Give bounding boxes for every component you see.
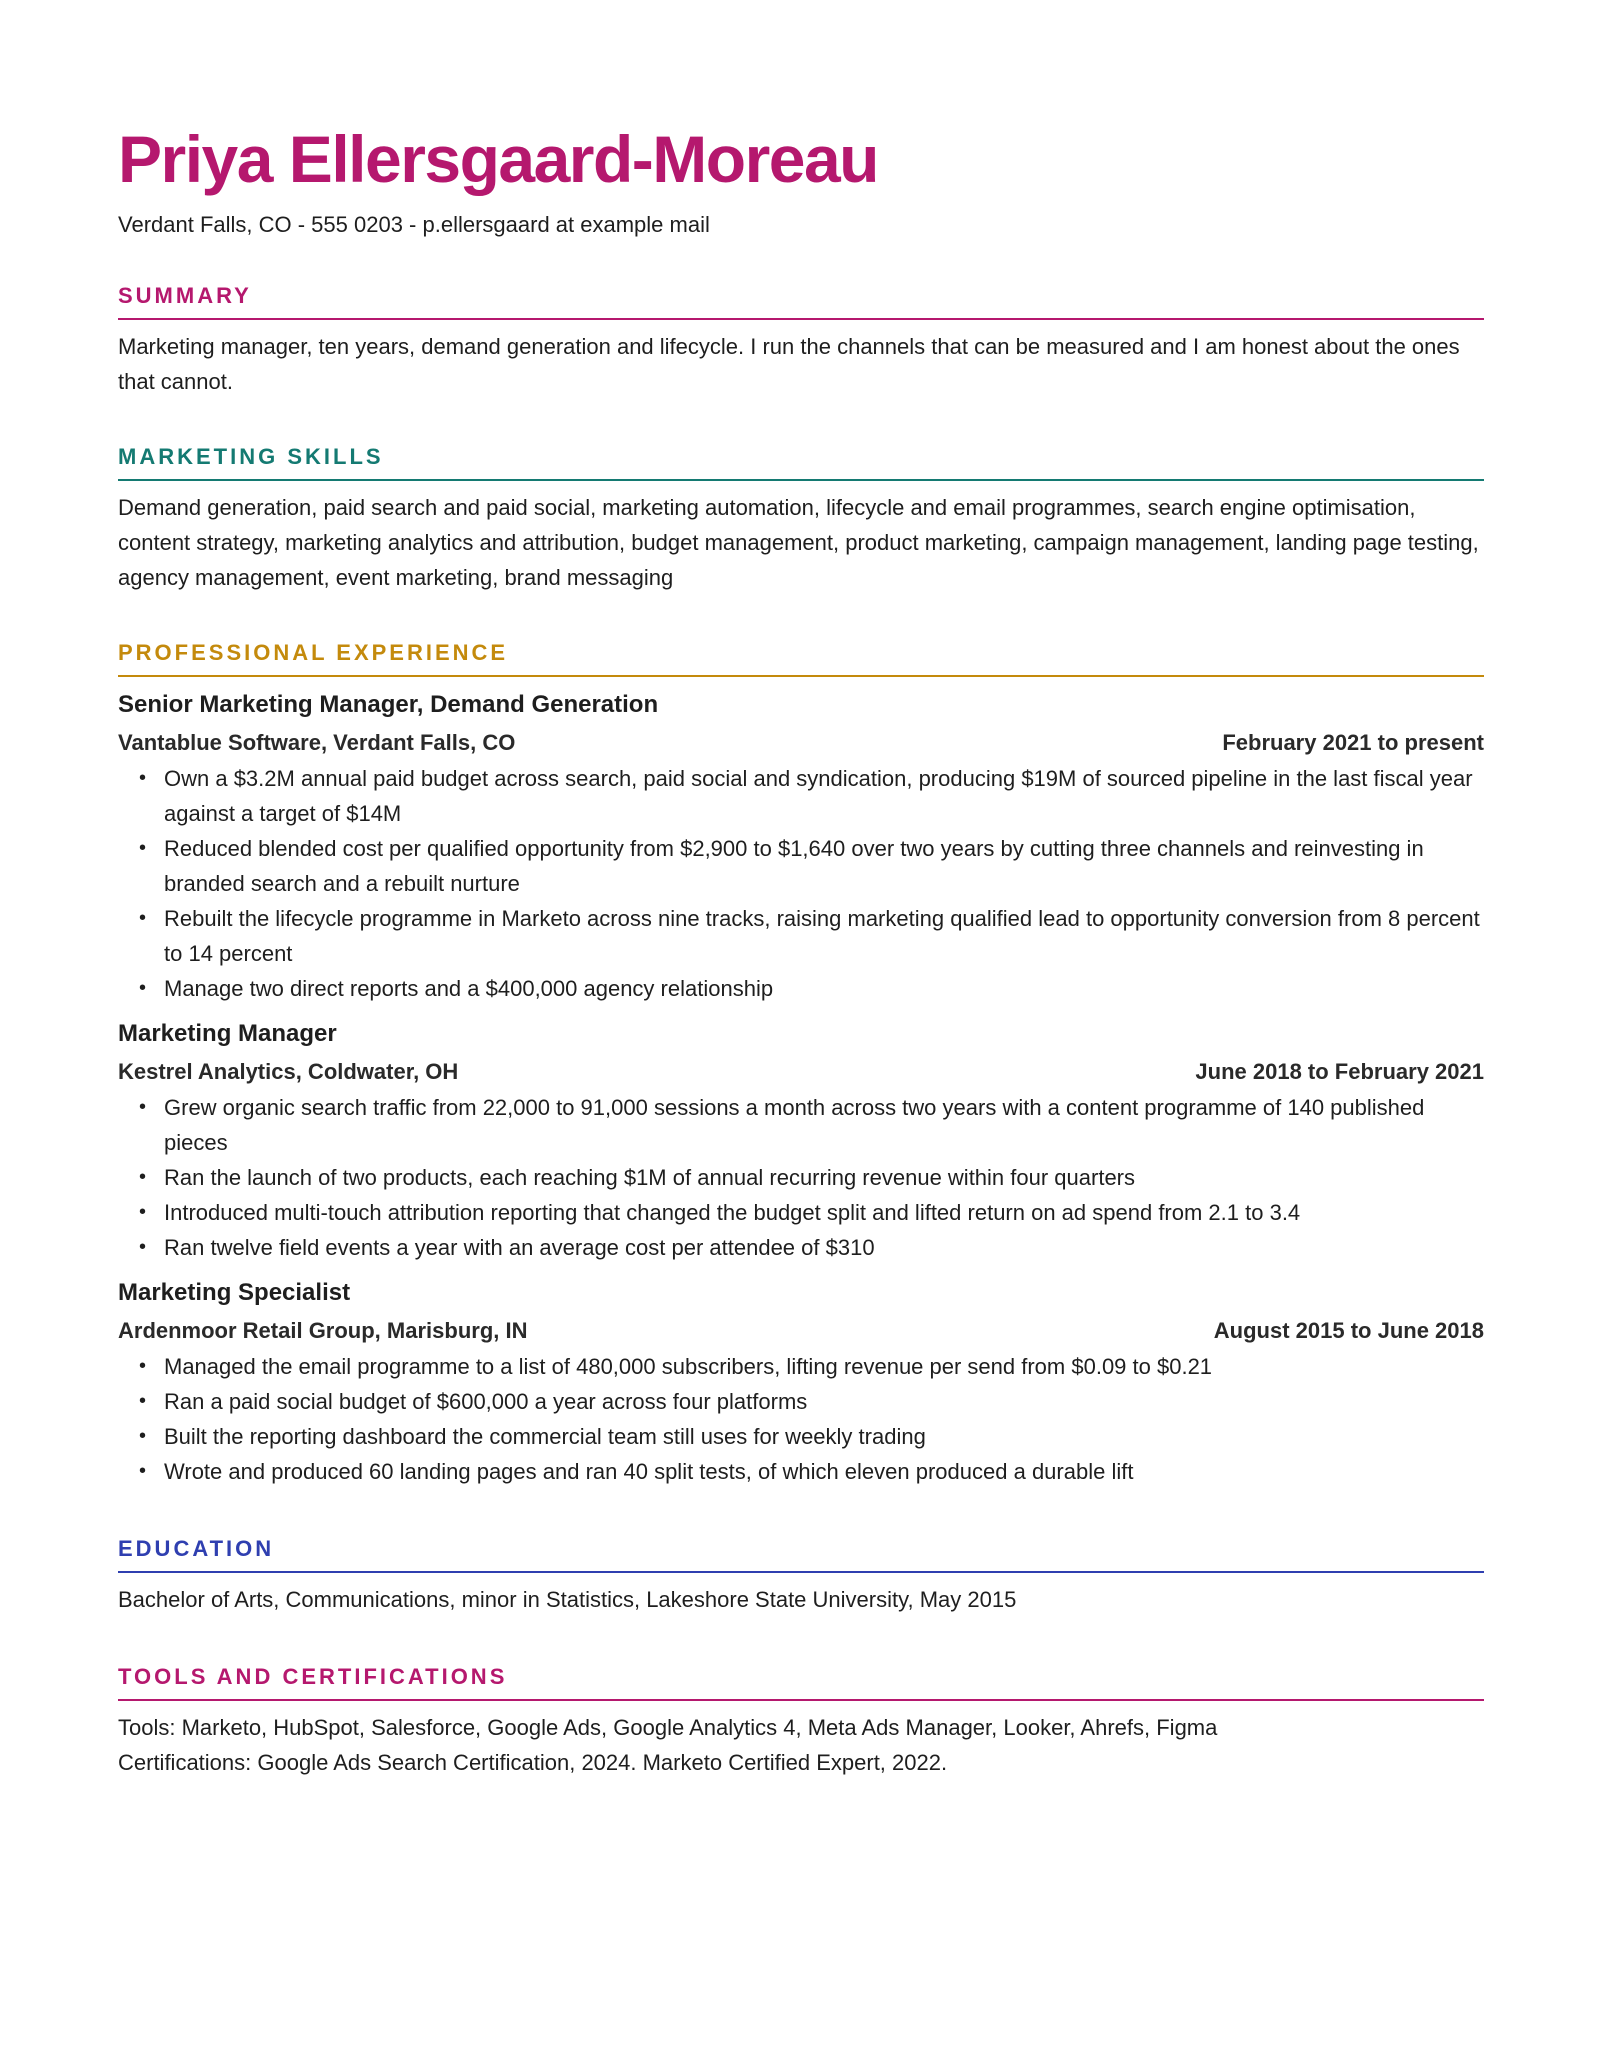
job-dates: August 2015 to June 2018 [1213,1318,1484,1343]
bullet-icon: • [139,767,147,789]
bullet-icon: • [139,1355,147,1377]
job-company: Ardenmoor Retail Group, Marisburg, IN [118,1318,528,1343]
bullet-icon: • [139,1201,147,1223]
job-company: Vantablue Software, Verdant Falls, CO [118,730,516,755]
job-meta [118,1056,1484,1088]
job-dates: June 2018 to February 2021 [1195,1059,1484,1084]
job-entry [118,689,1484,1006]
bullet-text: Ran twelve field events a year with an average cost per attendee of $310 [164,1235,875,1260]
bullet-text: Manage two direct reports and a $400,000 agency relationship [164,976,774,1001]
job-meta [118,727,1484,759]
bullet-icon: • [139,1425,147,1447]
bullet-icon: • [139,1096,147,1118]
job-entry [118,1277,1484,1489]
bullet-item [139,1384,1484,1419]
bullet-item [139,1195,1484,1230]
bullet-item [139,831,1484,901]
summary-section [118,282,1484,399]
bullet-item [139,1349,1484,1384]
contact-line: Verdant Falls, CO - 555 0203 - p.ellersgaard at example mail [118,212,710,237]
bullet-text: Ran the launch of two products, each reaching $1M of annual recurring revenue within four quarters [164,1165,1136,1190]
bullet-icon: • [139,907,147,929]
tools-line: Tools: Marketo, HubSpot, Salesforce, Google Ads, Google Analytics 4, Meta Ads Manager, Looker, Ahrefs, Figma [118,1715,1218,1740]
bullet-icon: • [139,1460,147,1482]
bullet-text: Reduced blended cost per qualified opportunity from $2,900 to $1,640 over two years by cutting three channels and reinvesting in branded search and a rebuilt nurture [164,836,1424,896]
experience-heading: PROFESSIONAL EXPERIENCE [118,639,1484,677]
bullet-icon: • [139,1236,147,1258]
bullet-item [139,761,1484,831]
skills-text: Demand generation, paid search and paid social, marketing automation, lifecycle and email programmes, search engine optimisation, content strategy, marketing analytics and attribution, budget management, product marketing, campaign management, landing page testing, agency management, event marketing, brand messaging [118,495,1479,590]
bullet-text: Built the reporting dashboard the commercial team still uses for weekly trading [164,1424,926,1449]
job-meta [118,1315,1484,1347]
tools-block [118,1710,1484,1780]
bullet-text: Grew organic search traffic from 22,000 to 91,000 sessions a month across two years with a content programme of 140 published pieces [164,1095,1425,1155]
skills-heading: MARKETING SKILLS [118,443,1484,481]
bullet-item [139,1090,1484,1160]
bullet-item [139,971,1484,1006]
job-bullets [118,1090,1484,1265]
bullet-item [139,1230,1484,1265]
summary-heading: SUMMARY [118,282,1484,320]
tools-heading: TOOLS AND CERTIFICATIONS [118,1663,1484,1701]
experience-section [118,639,1484,1489]
bullet-text: Ran a paid social budget of $600,000 a year across four platforms [164,1389,808,1414]
bullet-text: Managed the email programme to a list of 480,000 subscribers, lifting revenue per send from $0.09 to $0.21 [164,1354,1213,1379]
job-title: Marketing Manager [118,1020,337,1047]
job-bullets [118,761,1484,1006]
education-section [118,1535,1484,1617]
tools-section [118,1663,1484,1780]
certifications-line: Certifications: Google Ads Search Certification, 2024. Marketo Certified Expert, 2022. [118,1750,948,1775]
bullet-icon: • [139,837,147,859]
bullet-text: Wrote and produced 60 landing pages and ran 40 split tests, of which eleven produced a durable lift [164,1459,1134,1484]
bullet-icon: • [139,1390,147,1412]
education-text: Bachelor of Arts, Communications, minor in Statistics, Lakeshore State University, May 2015 [118,1587,1017,1612]
bullet-item [139,1160,1484,1195]
bullet-item [139,1419,1484,1454]
candidate-name: Priya Ellersgaard-Moreau [118,122,878,196]
bullet-item [139,1454,1484,1489]
bullet-text: Introduced multi-touch attribution reporting that changed the budget split and lifted return on ad spend from 2.1 to 3.4 [164,1200,1301,1225]
skills-section [118,443,1484,595]
job-dates: February 2021 to present [1222,730,1484,755]
bullet-text: Own a $3.2M annual paid budget across search, paid social and syndication, producing $19M of sourced pipeline in the last fiscal year against a target of $14M [164,766,1473,826]
bullet-item [139,901,1484,971]
education-heading: EDUCATION [118,1535,1484,1573]
job-title: Senior Marketing Manager, Demand Generation [118,691,659,718]
job-title: Marketing Specialist [118,1279,351,1306]
bullet-icon: • [139,1166,147,1188]
job-entry [118,1018,1484,1265]
job-company: Kestrel Analytics, Coldwater, OH [118,1059,459,1084]
job-bullets [118,1349,1484,1489]
resume-page [118,120,1484,1780]
bullet-text: Rebuilt the lifecycle programme in Marketo across nine tracks, raising marketing qualified lead to opportunity conversion from 8 percent to 14 percent [164,906,1480,966]
summary-text: Marketing manager, ten years, demand generation and lifecycle. I run the channels that can be measured and I am honest about the ones that cannot. [118,334,1460,394]
bullet-icon: • [139,977,147,999]
